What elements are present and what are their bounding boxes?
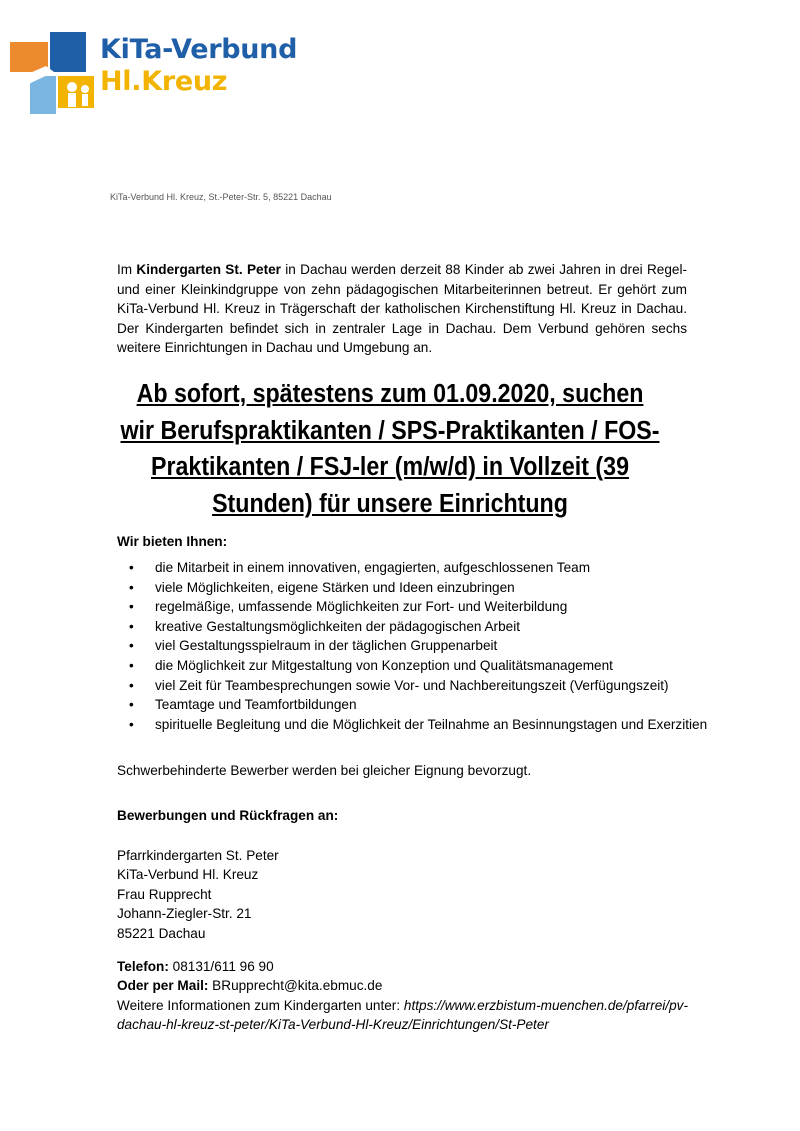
benefit-text: viel Gestaltungsspielraum in der täglichen Gruppenarbeit [155, 638, 498, 654]
mail-row [117, 976, 697, 995]
benefit-text: regelmäßige, umfassende Möglichkeiten zur Fort- und Weiterbildung [155, 599, 568, 615]
benefit-text: die Mitarbeit in einem innovativen, engagierten, aufgeschlossenen Team [155, 560, 591, 575]
bullet-icon: • [129, 618, 134, 634]
phone-label: Telefon: [117, 959, 169, 974]
bullet-icon: • [129, 657, 134, 673]
logo-text [100, 34, 297, 98]
bullet-icon: • [129, 697, 134, 713]
offer-title: Wir bieten Ihnen: [117, 534, 228, 549]
bullet-icon: • [129, 560, 134, 575]
logo-line2: Hl.Kreuz [100, 66, 228, 97]
list-item [117, 715, 757, 735]
logo [10, 32, 310, 116]
benefit-text: viele Möglichkeiten, eigene Stärken und Ideen einzubringen [155, 579, 515, 595]
info-text: Weitere Informationen zum Kindergarten unter: [117, 997, 404, 1013]
address-line: Frau Rupprecht [117, 886, 212, 902]
address-line: 85221 Dachau [117, 925, 206, 941]
address-line: KiTa-Verbund Hl. Kreuz [117, 867, 259, 883]
list-item [117, 558, 757, 578]
benefit-text: spirituelle Begleitung und die Möglichkeit der Teilnahme an Besinnungstagen und Exerzitien [155, 716, 708, 732]
intro-kindergarten-name: Kindergarten St. Peter [136, 262, 281, 277]
benefits-list [117, 558, 757, 734]
list-item [117, 578, 757, 598]
benefit-text: Teamtage und Teamfortbildungen [155, 697, 357, 713]
bullet-icon: • [129, 579, 134, 595]
info-link[interactable]: https://www.erzbistum-muenchen.de/pfarrei/pv-dachau-hl-kreuz-st-peter/KiTa-Verbund-Hl-Kreuz/Einrichtungen/St-Peter [117, 997, 688, 1033]
bullet-icon: • [129, 599, 134, 615]
apply-title: Bewerbungen und Rückfragen an: [117, 808, 339, 823]
bullet-icon: • [129, 716, 134, 732]
intro-text: in Dachau werden derzeit 88 Kinder ab zwei Jahren in drei Regel- und einer Kleinkindgruppe von zehn pädagogischen Mitarbeiterinnen betreut. Er gehört zum KiTa-Verbund Hl. Kreuz in Trägerschaft der katholischen Kirchenstiftung Hl. Kreuz in Dachau. Der Kindergarten befindet sich in zentraler Lage in Dachau. Dem Verbund gehören sechs weitere Einrichtungen in Dachau und Umgebung an. [117, 262, 687, 355]
info-row [117, 996, 697, 1035]
phone-row [117, 957, 697, 976]
job-headline: Ab sofort, spätestens zum 01.09.2020, suchen wir Berufspraktikanten / SPS-Praktikanten / FOS-Praktikanten / FSJ-ler (m/w/d) in Vollzeit (39 Stunden) für unsere Einrichtung [120, 380, 660, 518]
address-line: Pfarrkindergarten St. Peter [117, 848, 279, 863]
benefit-text: viel Zeit für Teambesprechungen sowie Vor- und Nachbereitungszeit (Verfügungszeit) [155, 677, 669, 693]
intro-prefix: Im [117, 262, 137, 277]
phone-number: 08131/611 96 90 [168, 959, 274, 974]
mail-address[interactable]: BRupprecht@kita.ebmuc.de [208, 978, 383, 994]
bullet-icon: • [129, 638, 134, 654]
list-item [117, 656, 757, 676]
mail-label: Oder per Mail: [117, 978, 209, 994]
bullet-icon: • [129, 677, 134, 693]
equal-opportunity-note: Schwerbehinderte Bewerber werden bei gleicher Eignung bevorzugt. [117, 763, 532, 778]
logo-line1: KiTa-Verbund [100, 34, 298, 65]
logo-mark-icon [10, 32, 100, 116]
list-item [117, 617, 757, 637]
intro-paragraph [117, 260, 687, 358]
list-item [117, 676, 757, 696]
address-block [117, 846, 279, 943]
sender-line: KiTa-Verbund Hl. Kreuz, St.-Peter-Str. 5, 85221 Dachau [110, 192, 332, 202]
benefit-text: die Möglichkeit zur Mitgestaltung von Konzeption und Qualitätsmanagement [155, 657, 613, 673]
benefit-text: kreative Gestaltungsmöglichkeiten der pädagogischen Arbeit [155, 618, 520, 634]
list-item [117, 695, 757, 715]
address-line: Johann-Ziegler-Str. 21 [117, 906, 252, 922]
contact-block [117, 957, 697, 1035]
list-item [117, 636, 757, 656]
list-item [117, 597, 757, 617]
